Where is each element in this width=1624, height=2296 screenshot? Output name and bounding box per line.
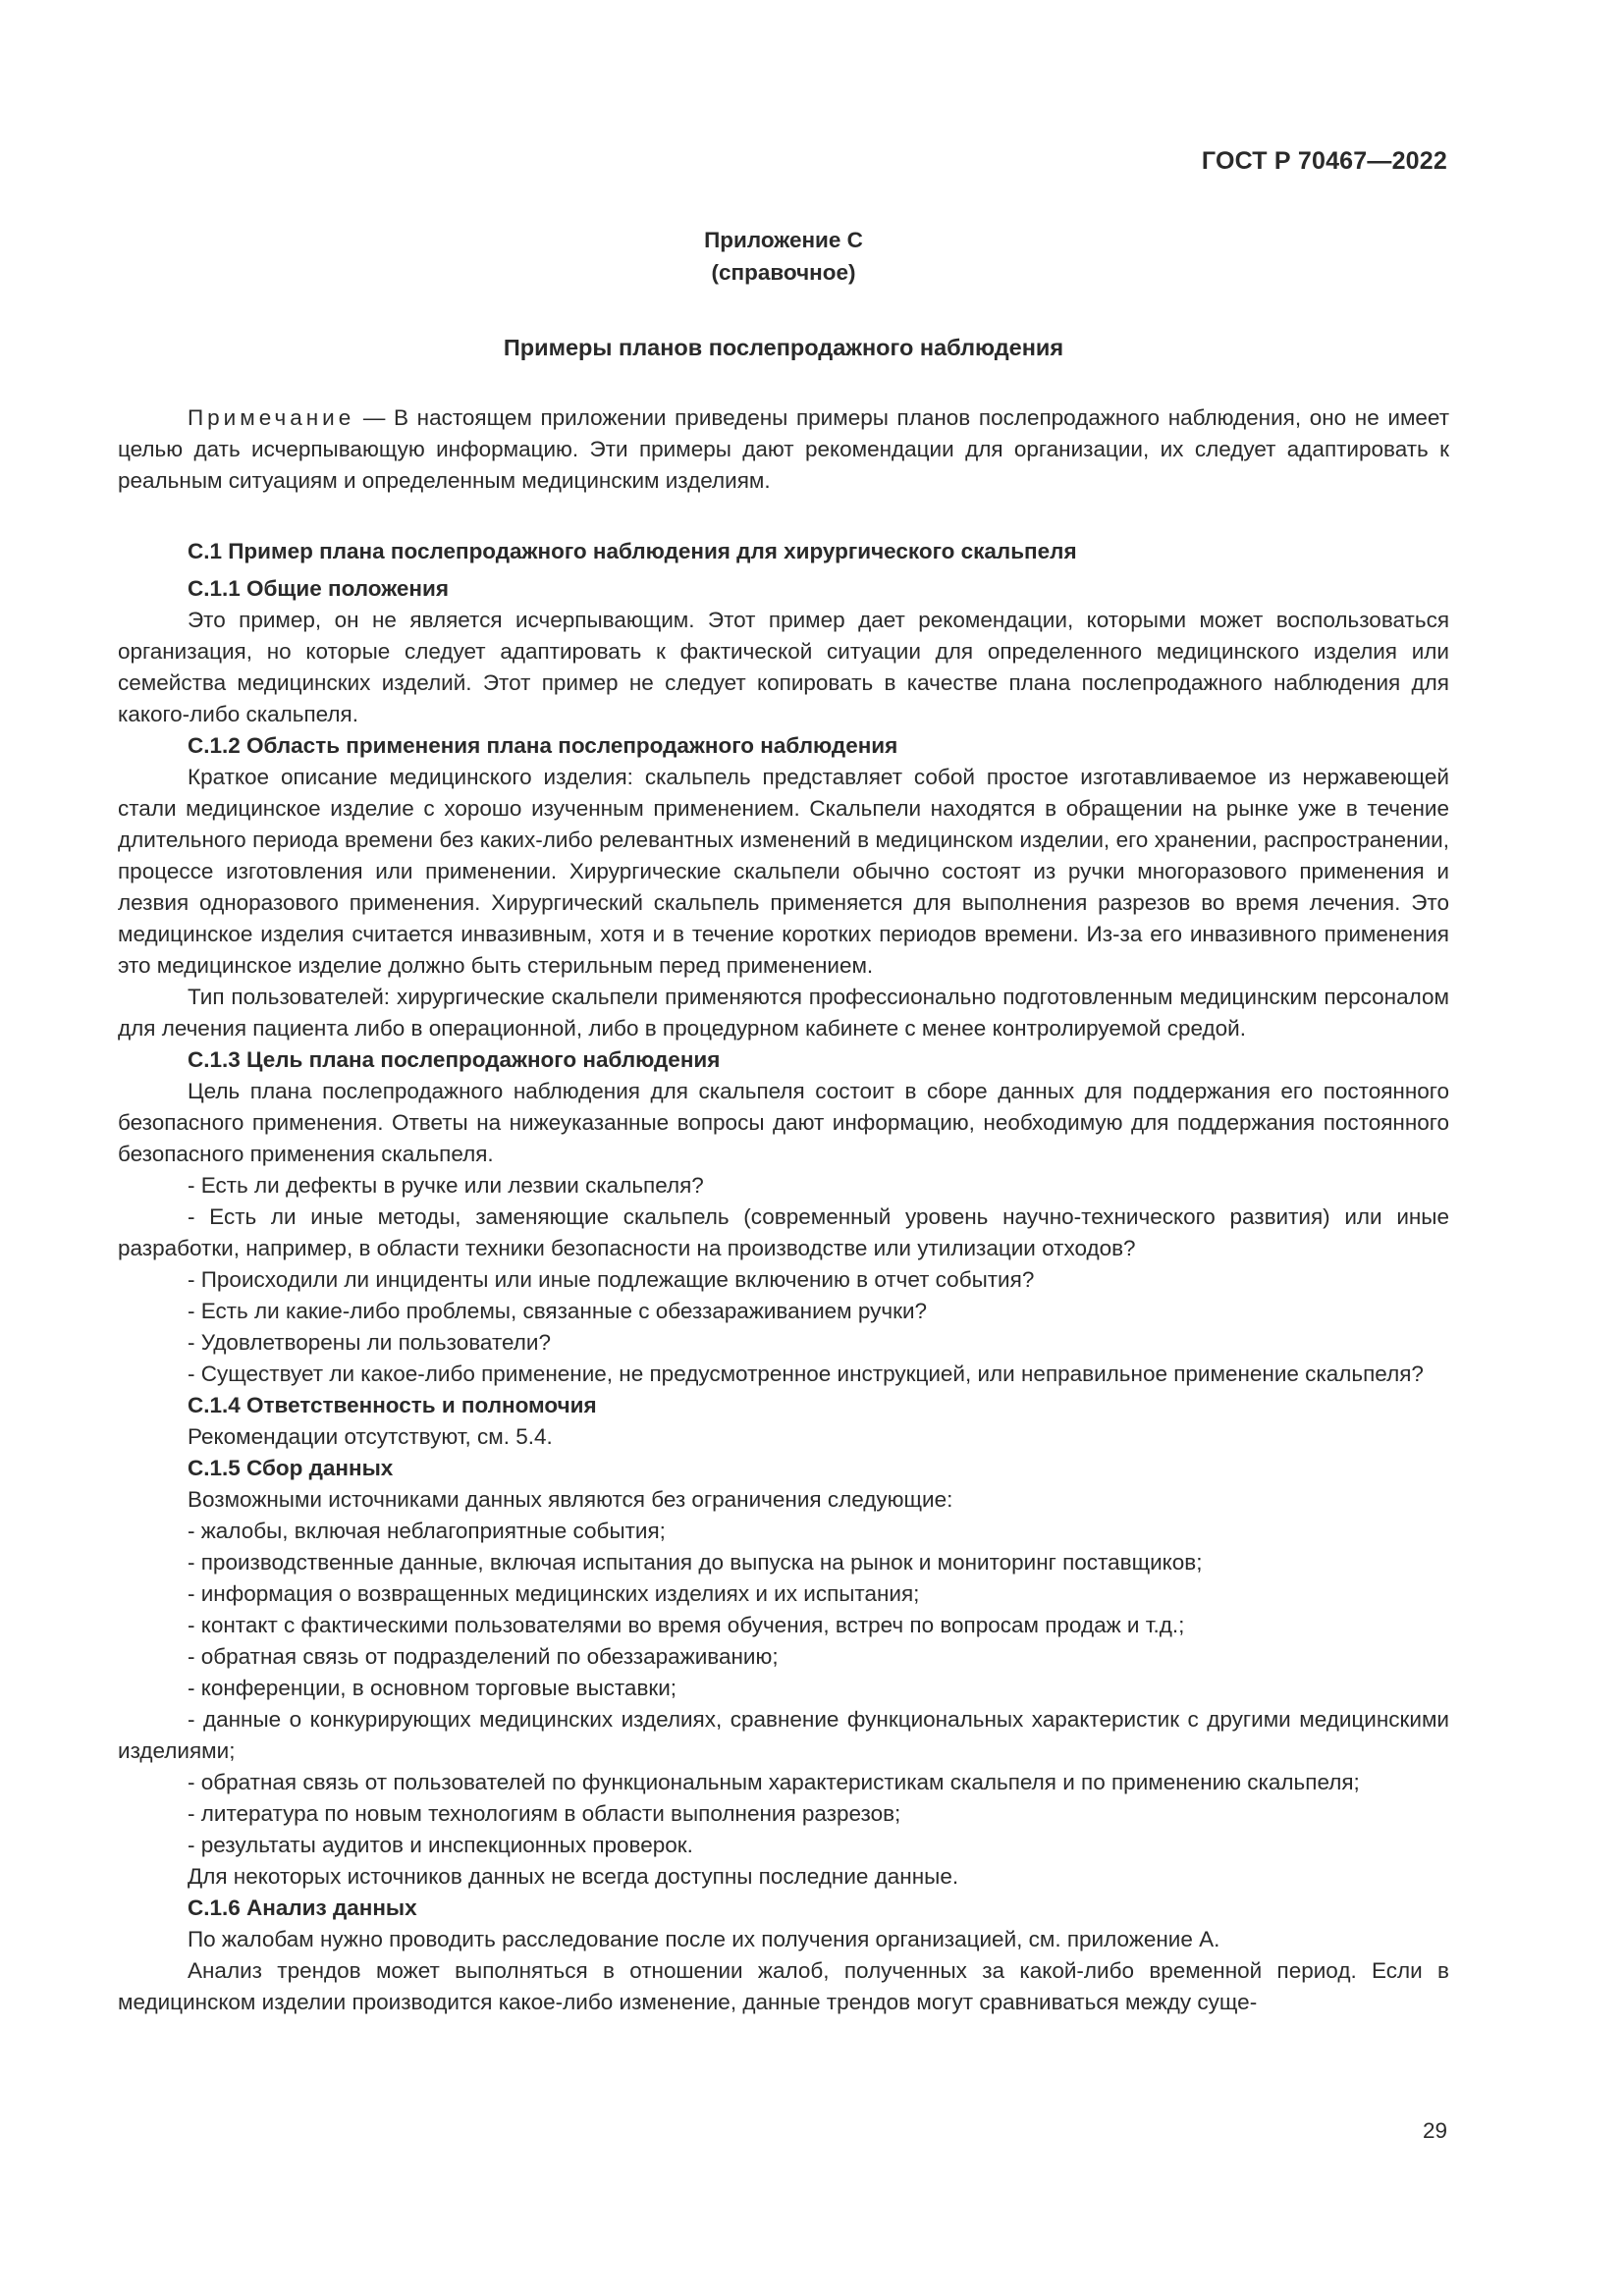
list-item: - жалобы, включая неблагоприятные события; [188,1519,666,1543]
body-paragraph: По жалобам нужно проводить расследование после их получения организацией, см. приложение А. [188,1927,1220,1951]
annex-title: Приложение С [704,228,863,252]
list-item: - обратная связь от подразделений по обеззараживанию; [188,1644,779,1669]
subsection-heading: С.1.2 Область применения плана послепродажного наблюдения [188,733,898,758]
subsection-heading: С.1.1 Общие положения [188,576,449,601]
body-paragraph: Рекомендации отсутствуют, см. 5.4. [188,1424,553,1449]
list-item: - данные о конкурирующих медицинских изделиях, сравнение функциональных характеристик с другими медицинскими изделиями; [118,1707,1449,1763]
body-paragraph: Возможными источниками данных являются без ограничения следующие: [188,1487,953,1512]
body-paragraph: Анализ трендов может выполняться в отношении жалоб, полученных за какой-либо временной период. Если в медицинском изделии производится какое-либо изменение, данные трендов могут сравниваться между суще- [118,1958,1449,2014]
list-item: - производственные данные, включая испытания до выпуска на рынок и мониторинг поставщиков; [188,1550,1203,1575]
list-item: - информация о возвращенных медицинских изделиях и их испытания; [188,1581,920,1606]
subsection-heading: С.1.4 Ответственность и полномочия [188,1393,597,1417]
list-item: - Есть ли иные методы, заменяющие скальпель (современный уровень научно-технического развития) или иные разработки, например, в области техники безопасности на производстве или утилизации отходов? [118,1204,1449,1260]
list-item: - Удовлетворены ли пользователи? [188,1330,551,1355]
subsection-heading: С.1.6 Анализ данных [188,1896,417,1920]
page-number: 29 [1422,2118,1447,2143]
list-item: - обратная связь от пользователей по функциональным характеристикам скальпеля и по применению скальпеля; [188,1770,1360,1794]
body-paragraph: Тип пользователей: хирургические скальпели применяются профессионально подготовленным медицинским персоналом для лечения пациента либо в операционной, либо в процедурном кабинете с менее контролируемой средой. [118,985,1449,1041]
standard-designation: ГОСТ Р 70467—2022 [1201,147,1447,175]
note-text: — В настоящем приложении приведены примеры планов послепродажного наблюдения, оно не имеет целью дать исчерпывающую информацию. Эти примеры дают рекомендации для организации, их следует адаптировать к реальным ситуациям и определенным медицинским изделиям. [118,405,1449,493]
list-item: - результаты аудитов и инспекционных проверок. [188,1833,693,1857]
body-paragraph: Для некоторых источников данных не всегда доступны последние данные. [188,1864,959,1889]
list-item: - Существует ли какое-либо применение, не предусмотренное инструкцией, или неправильное применение скальпеля? [188,1362,1424,1386]
section-heading: С.1 Пример плана послепродажного наблюдения для хирургического скальпеля [188,539,1077,563]
list-item: - Есть ли какие-либо проблемы, связанные с обеззараживанием ручки? [188,1299,928,1323]
annex-heading: Примеры планов послепродажного наблюдения [503,335,1064,360]
list-item: - литература по новым технологиям в области выполнения разрезов; [188,1801,901,1826]
subsection-heading: С.1.5 Сбор данных [188,1456,394,1480]
body-flow [118,536,1449,2018]
document-body [118,224,1449,2018]
list-item: - контакт с фактическими пользователями во время обучения, встреч по вопросам продаж и т.д.; [188,1613,1185,1637]
annex-status: (справочное) [711,260,856,285]
list-item: - Есть ли дефекты в ручке или лезвии скальпеля? [188,1173,704,1198]
note-label: Примечание [188,405,355,430]
body-paragraph: Это пример, он не является исчерпывающим. Этот пример дает рекомендации, которыми может воспользоваться организация, но которые следует адаптировать к фактической ситуации для определенного медицинского изделия или семейства медицинских изделий. Этот пример не следует копировать в качестве плана послепродажного наблюдения для какого-либо скальпеля. [118,608,1449,726]
body-paragraph: Краткое описание медицинского изделия: скальпель представляет собой простое изготавливаемое из нержавеющей стали медицинское изделие с хорошо изученным применением. Скальпели находятся в обращении на рынке уже в течение длительного периода времени без каких-либо релевантных изменений в медицинском изделии, его хранении, распространении, процессе изготовления или применении. Хирургические скальпели обычно состоят из ручки многоразового применения и лезвия одноразового применения. Хирургический скальпель применяется для выполнения разрезов во время лечения. Это медицинское изделия считается инвазивным, хотя и в течение коротких периодов времени. Из-за его инвазивного применения это медицинское изделие должно быть стерильным перед применением. [118,765,1449,978]
note-paragraph [118,402,1449,497]
subsection-heading: С.1.3 Цель плана послепродажного наблюдения [188,1047,721,1072]
list-item: - Происходили ли инциденты или иные подлежащие включению в отчет события? [188,1267,1035,1292]
list-item: - конференции, в основном торговые выставки; [188,1676,677,1700]
body-paragraph: Цель плана послепродажного наблюдения для скальпеля состоит в сборе данных для поддержания его постоянного безопасного применения. Ответы на нижеуказанные вопросы дают информацию, необходимую для поддержания постоянного безопасного применения скальпеля. [118,1079,1449,1166]
